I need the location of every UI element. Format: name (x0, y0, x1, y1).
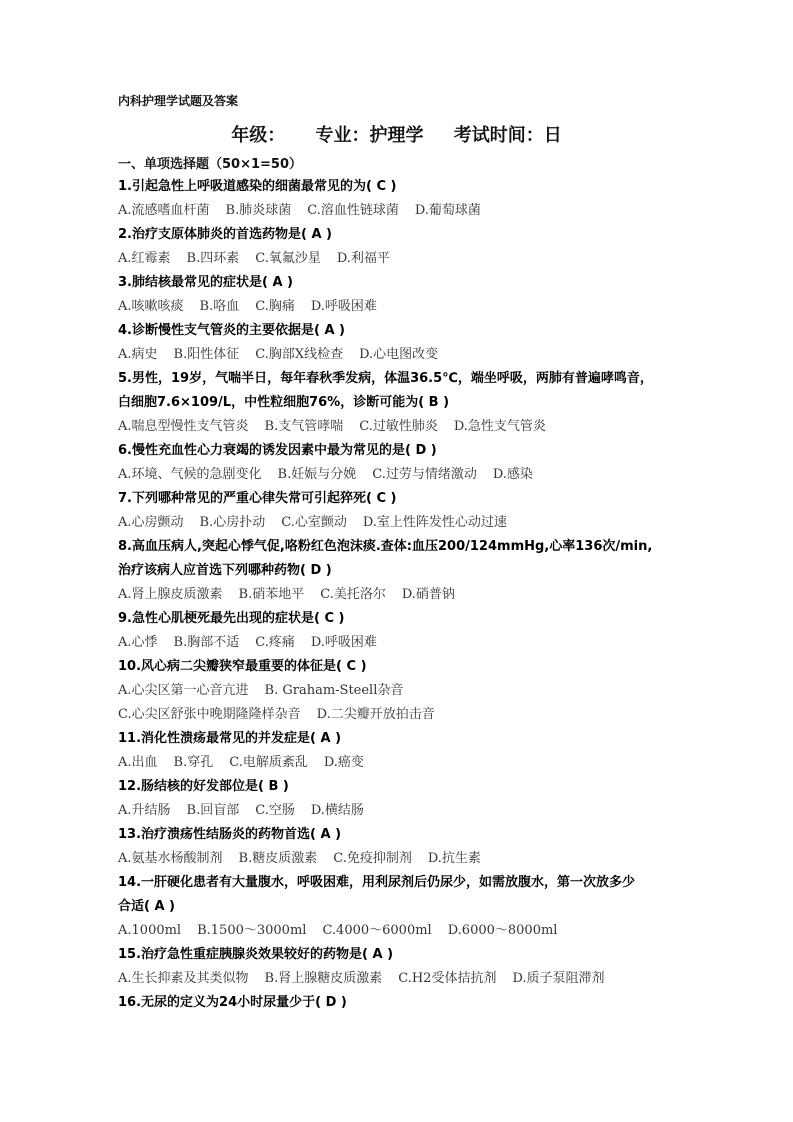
question-item (118, 369, 688, 441)
option: C.美托洛尔 (320, 587, 386, 602)
question-item (118, 609, 688, 657)
option: A.氨基水杨酸制剂 (118, 851, 223, 866)
options-row (118, 681, 688, 705)
question-stem: 13.治疗溃疡性结肠炎的药物首选( A ) (118, 827, 342, 842)
option: A.喘息型慢性支气管炎 (118, 419, 249, 434)
option: C.电解质紊乱 (229, 755, 308, 770)
question-item (118, 537, 688, 609)
option: A.环境、气候的急剧变化 (118, 467, 262, 482)
option: A.咳嗽咳痰 (118, 299, 184, 314)
option: D.癌变 (323, 755, 364, 770)
question-stem: 4.诊断慢性支气管炎的主要依据是( A ) (118, 323, 345, 338)
option: B.肾上腺糖皮质激素 (264, 971, 383, 986)
option: D.利福平 (336, 251, 390, 266)
option: B.糖皮质激素 (238, 851, 318, 866)
options-row (118, 705, 688, 729)
question-stem: 16.无尿的定义为24小时尿量少于( D ) (118, 995, 347, 1010)
option: C.胸部X线检查 (255, 347, 344, 362)
question-stem: 合适( A ) (118, 899, 175, 914)
options-row (118, 297, 688, 321)
options-row (118, 417, 688, 441)
option: A.肾上腺皮质激素 (118, 587, 223, 602)
question-item (118, 777, 688, 825)
exam-time-label: 考试时间：日 (453, 125, 562, 146)
options-row (118, 585, 688, 609)
option: A.生长抑素及其类似物 (118, 971, 249, 986)
question-stem: 6.慢性充血性心力衰竭的诱发因素中最为常见的是( D ) (118, 443, 437, 458)
option: C.过劳与情绪激动 (372, 467, 477, 482)
question-stem: 白细胞7.6×109/L，中性粒细胞76%，诊断可能为( B ) (118, 395, 450, 410)
option: A.心尖区第一心音亢进 (118, 683, 249, 698)
option: A.心悸 (118, 635, 158, 650)
option: B.支气管哮喘 (264, 419, 344, 434)
option: D.呼吸困难 (310, 635, 377, 650)
question-stem: 9.急性心肌梗死最先出现的症状是( C ) (118, 611, 345, 626)
option: D.横结肠 (310, 803, 364, 818)
option: C.心尖区舒张中晚期隆隆样杂音 (118, 707, 301, 722)
question-item (118, 945, 688, 993)
option: A.红霉素 (118, 251, 171, 266)
question-item (118, 177, 688, 225)
question-stem: 12.肠结核的好发部位是( B ) (118, 779, 289, 794)
question-item (118, 873, 688, 945)
option: C.胸痛 (255, 299, 295, 314)
option: B.四环素 (186, 251, 240, 266)
option: D.感染 (492, 467, 533, 482)
option: D.抗生素 (427, 851, 481, 866)
question-stem: 10.风心病二尖瓣狭窄最重要的体征是( C ) (118, 659, 367, 674)
options-row (118, 465, 688, 489)
option: C.H2受体拮抗剂 (398, 971, 497, 986)
options-row (118, 345, 688, 369)
option: A.心房颤动 (118, 515, 184, 530)
question-stem: 8.高血压病人,突起心悸气促,咯粉红色泡沫痰.查体:血压200/124mmHg,心率136次/min, (118, 539, 653, 554)
option: D.硝普钠 (401, 587, 455, 602)
option: D.心电图改变 (359, 347, 439, 362)
question-stem: 11.消化性溃疡最常见的并发症是( A ) (118, 731, 342, 746)
question-stem: 3.肺结核最常见的症状是( A ) (118, 275, 293, 290)
option: B.咯血 (199, 299, 240, 314)
options-row (118, 801, 688, 825)
options-row (118, 633, 688, 657)
question-list (118, 177, 688, 1017)
option: C.免疫抑制剂 (333, 851, 412, 866)
option: D.呼吸困难 (310, 299, 377, 314)
major-label: 专业：护理学 (315, 125, 424, 146)
option: C.溶血性链球菌 (307, 203, 399, 218)
options-row (118, 969, 688, 993)
question-stem: 2.治疗支原体肺炎的首选药物是( A ) (118, 227, 332, 242)
question-stem: 7.下列哪种常见的严重心律失常可引起猝死( C ) (118, 491, 397, 506)
question-stem: 治疗该病人应首选下列哪种药物( D ) (118, 563, 332, 578)
option: B.肺炎球菌 (225, 203, 292, 218)
options-row (118, 513, 688, 537)
question-item (118, 825, 688, 873)
exam-header (0, 121, 793, 147)
option: C.心室颤动 (281, 515, 347, 530)
option: D.6000～8000ml (447, 923, 558, 938)
option: C.氧氟沙星 (255, 251, 321, 266)
option: D.二尖瓣开放拍击音 (316, 707, 435, 722)
option: D.急性支气管炎 (453, 419, 546, 434)
option: D.室上性阵发性心动过速 (362, 515, 507, 530)
option: B.胸部不适 (173, 635, 240, 650)
question-item (118, 441, 688, 489)
options-row (118, 921, 688, 945)
option: D.质子泵阻滞剂 (512, 971, 605, 986)
options-row (118, 849, 688, 873)
question-item (118, 729, 688, 777)
question-stem: 5.男性，19岁，气喘半日，每年春秋季发病，体温36.5℃，端坐呼吸，两肺有普遍哮鸣音， (118, 371, 653, 386)
question-item (118, 657, 688, 729)
option: C.疼痛 (255, 635, 295, 650)
question-stem: 15.治疗急性重症胰腺炎效果较好的药物是( A ) (118, 947, 394, 962)
question-item (118, 273, 688, 321)
option: B.穿孔 (173, 755, 214, 770)
question-item (118, 993, 688, 1017)
options-row (118, 201, 688, 225)
question-item (118, 489, 688, 537)
question-item (118, 321, 688, 369)
grade-label: 年级： (231, 125, 286, 146)
option: B.心房扑动 (199, 515, 266, 530)
option: C.4000～6000ml (322, 923, 432, 938)
option: C.过敏性肺炎 (359, 419, 438, 434)
option: A.1000ml (118, 923, 182, 938)
option: C.空肠 (255, 803, 295, 818)
question-stem: 14.一肝硬化患者有大量腹水，呼吸困难，用利尿剂后仍尿少，如需放腹水，第一次放多少 (118, 875, 636, 890)
option: B.妊娠与分娩 (277, 467, 357, 482)
option: A.出血 (118, 755, 158, 770)
option: B.硝苯地平 (238, 587, 305, 602)
option: B. Graham-Steell杂音 (264, 683, 404, 698)
options-row (118, 249, 688, 273)
section-title: 一、单项选择题（50×1=50） (118, 157, 303, 172)
option: B.1500～3000ml (197, 923, 307, 938)
option: B.阳性体征 (173, 347, 240, 362)
options-row (118, 753, 688, 777)
option: B.回盲部 (186, 803, 240, 818)
option: A.流感嗜血杆菌 (118, 203, 210, 218)
document-title: 内科护理学试题及答案 (118, 94, 239, 108)
option: D.葡萄球菌 (414, 203, 481, 218)
option: A.病史 (118, 347, 158, 362)
question-stem: 1.引起急性上呼吸道感染的细菌最常见的为( C ) (118, 179, 397, 194)
question-item (118, 225, 688, 273)
option: A.升结肠 (118, 803, 171, 818)
